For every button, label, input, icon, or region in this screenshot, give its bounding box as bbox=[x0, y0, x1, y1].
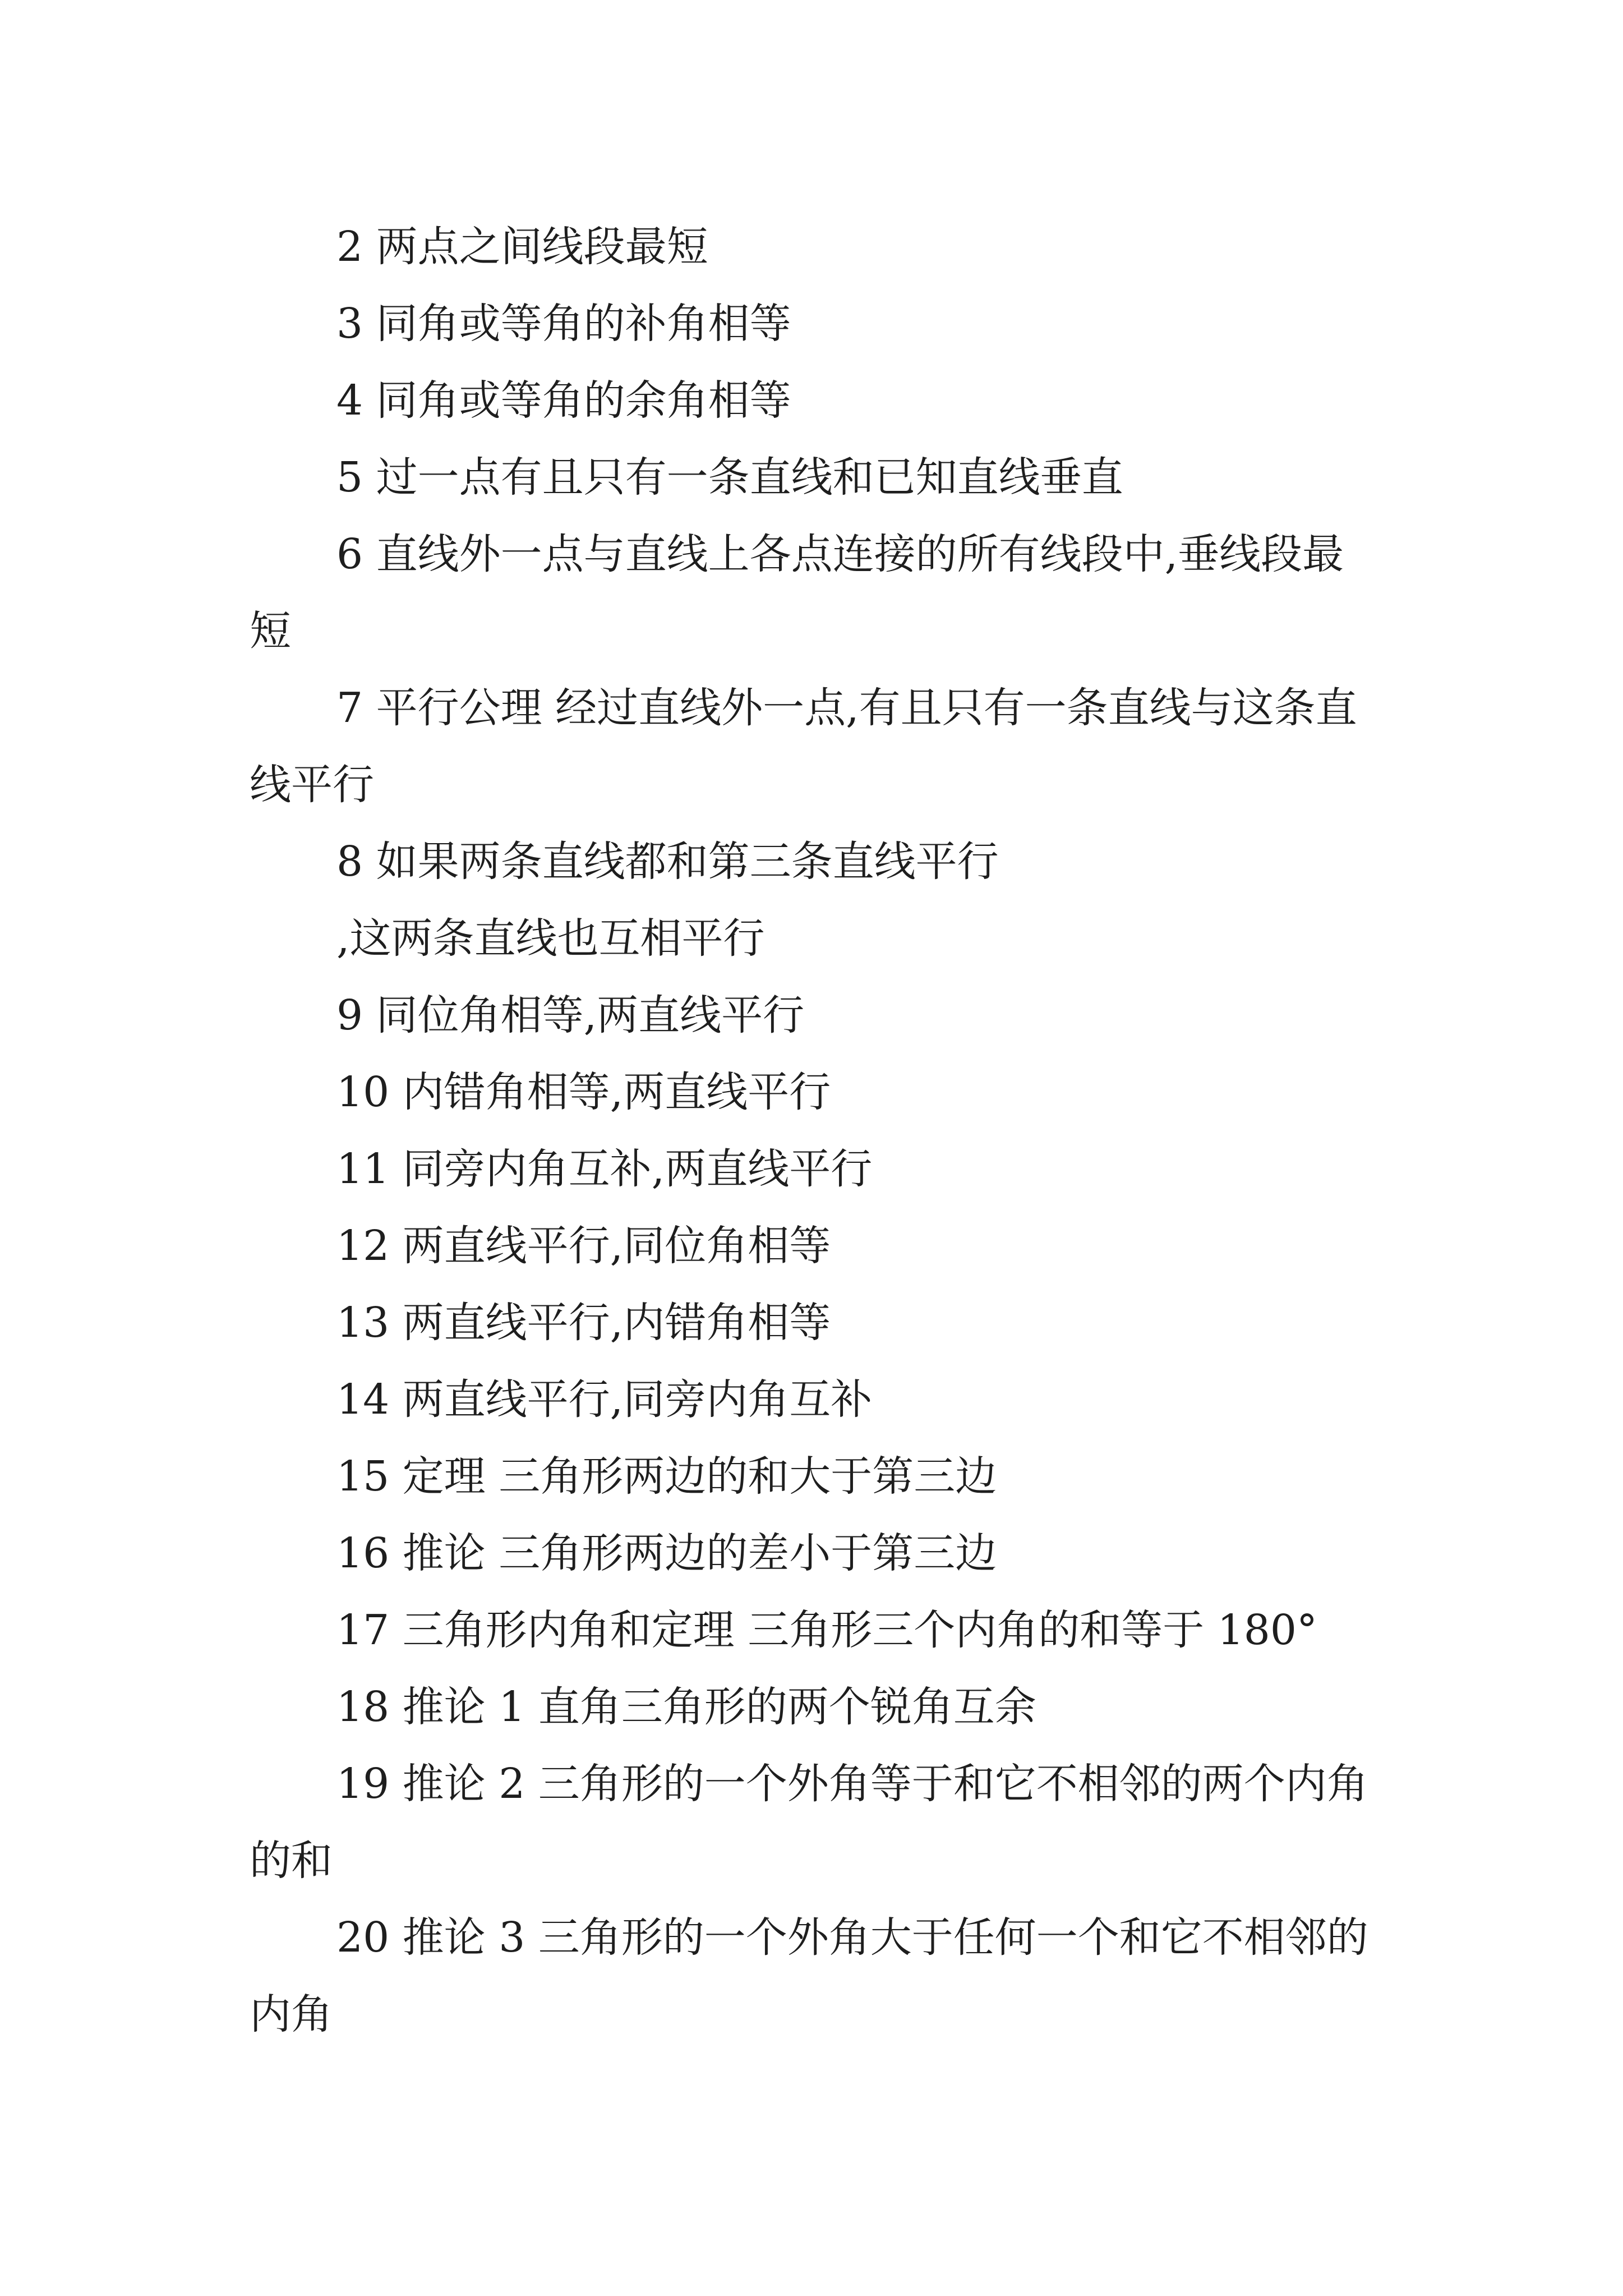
theorem-11: 11 同旁内角互补,两直线平行 bbox=[336, 1145, 873, 1193]
theorem-8: 8 如果两条直线都和第三条直线平行 bbox=[336, 838, 999, 886]
theorem-12: 12 两直线平行,同位角相等 bbox=[336, 1222, 831, 1270]
theorem-19: 19 推论 2 三角形的一个外角等于和它不相邻的两个内角的和 bbox=[250, 1760, 1368, 1885]
theorem-17: 17 三角形内角和定理 三角形三个内角的和等于 180° bbox=[336, 1606, 1317, 1654]
theorem-10: 10 内错角相等,两直线平行 bbox=[336, 1068, 831, 1116]
theorem-3: 3 同角或等角的补角相等 bbox=[336, 300, 791, 348]
theorem-7: 7 平行公理 经过直线外一点,有且只有一条直线与这条直线平行 bbox=[250, 684, 1357, 809]
theorem-6: 6 直线外一点与直线上各点连接的所有线段中,垂线段最短 bbox=[250, 530, 1344, 655]
theorem-2: 2 两点之间线段最短 bbox=[336, 223, 708, 271]
theorem-5: 5 过一点有且只有一条直线和已知直线垂直 bbox=[336, 453, 1123, 501]
document-body bbox=[250, 209, 1382, 2053]
theorem-9: 9 同位角相等,两直线平行 bbox=[336, 991, 805, 1039]
theorem-15: 15 定理 三角形两边的和大于第三边 bbox=[336, 1452, 997, 1501]
theorem-13: 13 两直线平行,内错角相等 bbox=[336, 1299, 831, 1347]
theorem-20: 20 推论 3 三角形的一个外角大于任何一个和它不相邻的内角 bbox=[250, 1913, 1368, 2039]
theorem-18: 18 推论 1 直角三角形的两个锐角互余 bbox=[336, 1683, 1036, 1731]
theorem-8-continuation: ,这两条直线也互相平行 bbox=[336, 914, 765, 963]
theorem-16: 16 推论 三角形两边的差小于第三边 bbox=[336, 1529, 997, 1577]
theorem-14: 14 两直线平行,同旁内角互补 bbox=[336, 1375, 873, 1424]
theorem-4: 4 同角或等角的余角相等 bbox=[336, 376, 791, 425]
